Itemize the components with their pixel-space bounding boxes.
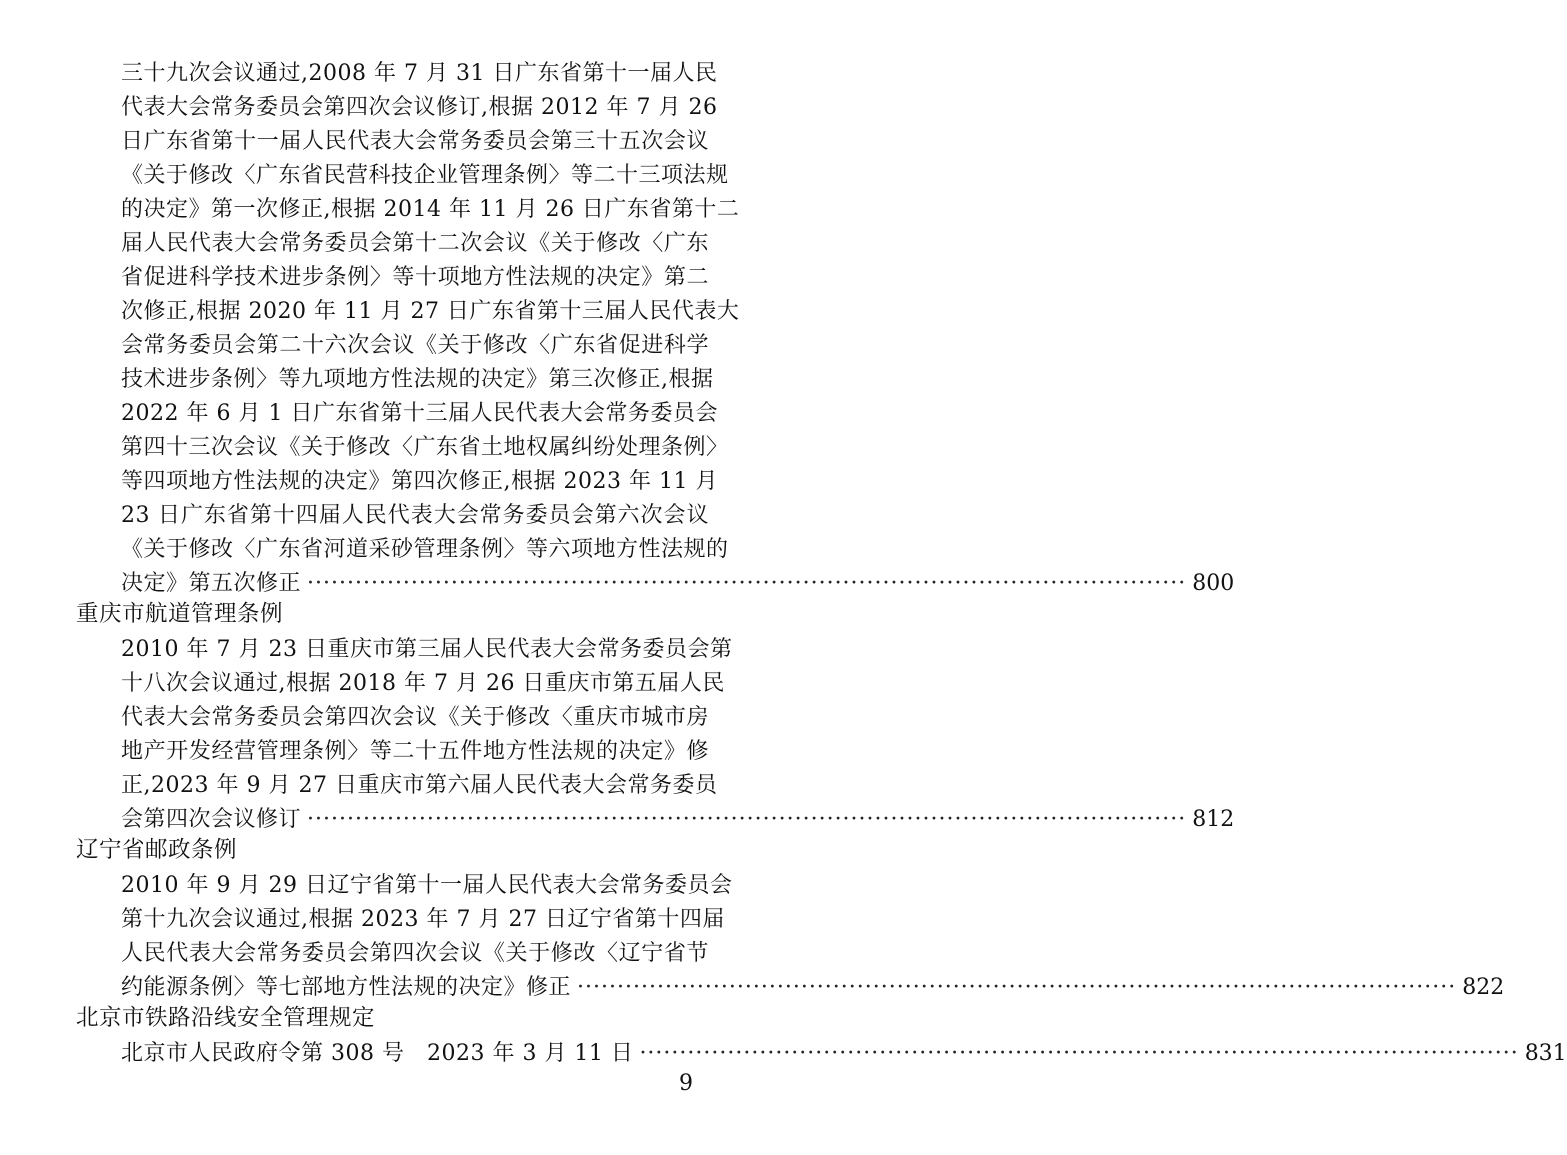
entry-line: 等四项地方性法规的决定》第四次修正,根据 2023 年 11 月 bbox=[121, 469, 718, 494]
entry-line: 省促进科学技术进步条例〉等十项地方性法规的决定》第二 bbox=[121, 265, 709, 290]
dot-leader: ·············································································································· bbox=[307, 807, 1187, 832]
entry-line: 次修正,根据 2020 年 11 月 27 日广东省第十三届人民代表大 bbox=[121, 299, 740, 324]
entry-line: 23 日广东省第十四届人民代表大会常务委员会第六次会议 bbox=[121, 503, 709, 528]
entry-line: 代表大会常务委员会第四次会议修订,根据 2012 年 7 月 26 bbox=[121, 95, 718, 120]
entry-line-text: 决定》第五次修正 bbox=[121, 571, 302, 596]
entry-line: 三十九次会议通过,2008 年 7 月 31 日广东省第十一届人民 bbox=[121, 61, 718, 86]
dot-leader: ·············································································································· bbox=[577, 975, 1457, 1000]
dot-leader: ·············································································································· bbox=[307, 571, 1187, 596]
entry-line: 技术进步条例〉等九项地方性法规的决定》第三次修正,根据 bbox=[121, 367, 714, 392]
page-number: 9 bbox=[679, 1071, 693, 1096]
entry-line: 地产开发经营管理条例〉等二十五件地方性法规的决定》修 bbox=[121, 739, 709, 764]
entry-line: 日广东省第十一届人民代表大会常务委员会第三十五次会议 bbox=[121, 129, 709, 154]
page-reference[interactable]: 822 bbox=[1462, 975, 1505, 1000]
entry-title[interactable]: 辽宁省邮政条例 bbox=[76, 837, 238, 863]
entry-line: 的决定》第一次修正,根据 2014 年 11 月 26 日广东省第十二 bbox=[121, 197, 740, 222]
entry-line-text: 约能源条例〉等七部地方性法规的决定》修正 bbox=[121, 975, 572, 1000]
entry-line: 人民代表大会常务委员会第四次会议《关于修改〈辽宁省节 bbox=[121, 941, 709, 966]
entry-leader-line bbox=[121, 570, 1235, 598]
page-reference[interactable]: 831 bbox=[1524, 1041, 1567, 1066]
page-reference[interactable]: 800 bbox=[1192, 571, 1235, 596]
entry-line: 会常务委员会第二十六次会议《关于修改〈广东省促进科学 bbox=[121, 333, 709, 358]
dot-leader: ·············································································································· bbox=[639, 1041, 1519, 1066]
entry-line: 2010 年 7 月 23 日重庆市第三届人民代表大会常务委员会第 bbox=[121, 637, 733, 662]
entry-leader-line bbox=[121, 1040, 1567, 1068]
entry-line: 正,2023 年 9 月 27 日重庆市第六届人民代表大会常务委员 bbox=[121, 773, 718, 798]
entry-line: 届人民代表大会常务委员会第十二次会议《关于修改〈广东 bbox=[121, 231, 709, 256]
entry-leader-line bbox=[121, 974, 1505, 1002]
entry-line: 第四十三次会议《关于修改〈广东省土地权属纠纷处理条例〉 bbox=[121, 435, 729, 460]
page-reference[interactable]: 812 bbox=[1192, 807, 1235, 832]
entry-title[interactable]: 北京市铁路沿线安全管理规定 bbox=[76, 1005, 376, 1031]
entry-line: 2022 年 6 月 1 日广东省第十三届人民代表大会常务委员会 bbox=[121, 401, 718, 426]
entry-leader-line bbox=[121, 806, 1235, 834]
entry-line: 第十九次会议通过,根据 2023 年 7 月 27 日辽宁省第十四届 bbox=[121, 907, 725, 932]
entry-line: 十八次会议通过,根据 2018 年 7 月 26 日重庆市第五届人民 bbox=[121, 671, 725, 696]
entry-line: 《关于修改〈广东省河道采砂管理条例〉等六项地方性法规的 bbox=[121, 537, 729, 562]
entry-line-text: 会第四次会议修订 bbox=[121, 807, 302, 832]
entry-line-text: 北京市人民政府令第 308 号 2023 年 3 月 11 日 bbox=[121, 1041, 634, 1066]
entry-title[interactable]: 重庆市航道管理条例 bbox=[76, 601, 284, 627]
entry-line: 代表大会常务委员会第四次会议《关于修改〈重庆市城市房 bbox=[121, 705, 709, 730]
entry-line: 2010 年 9 月 29 日辽宁省第十一届人民代表大会常务委员会 bbox=[121, 873, 733, 898]
entry-line: 《关于修改〈广东省民营科技企业管理条例〉等二十三项法规 bbox=[121, 163, 729, 188]
